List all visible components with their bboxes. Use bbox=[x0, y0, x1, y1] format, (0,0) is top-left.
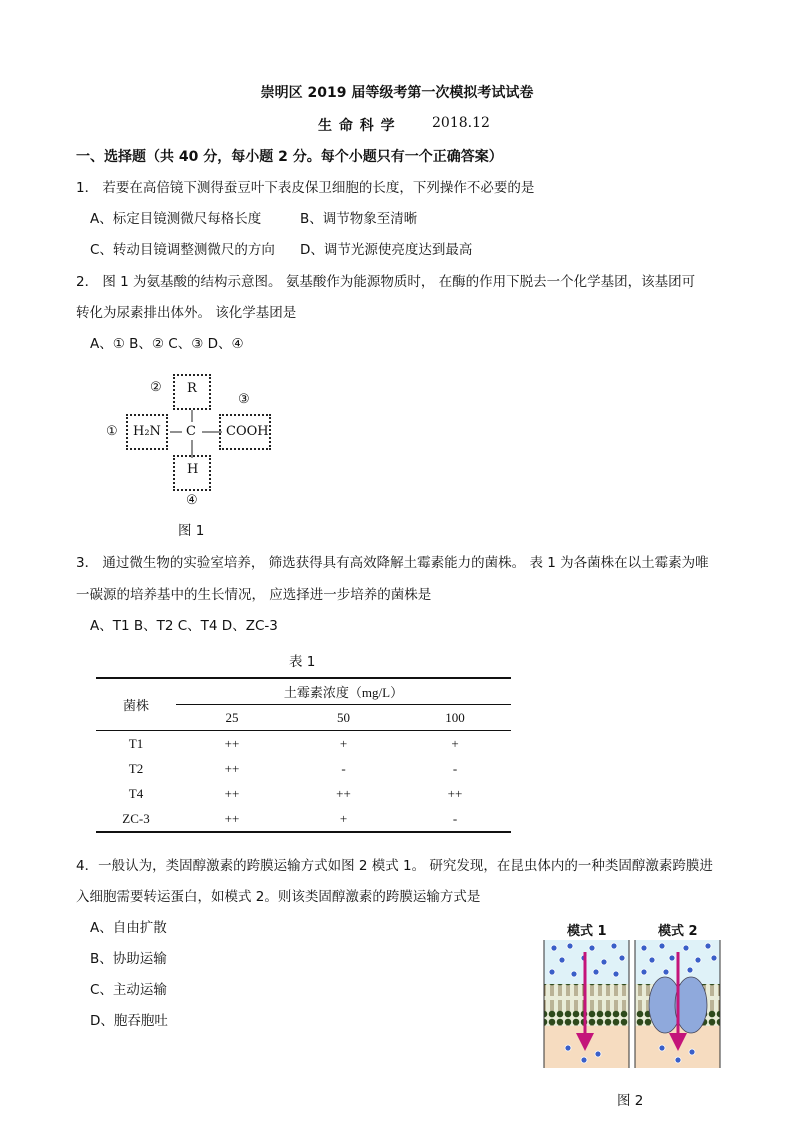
growth-cell: - bbox=[399, 806, 511, 832]
growth-cell: + bbox=[288, 806, 399, 832]
growth-cell: + bbox=[451, 735, 459, 751]
q4-option-c: C、主动运输 bbox=[90, 982, 167, 998]
growth-cell: ++ bbox=[224, 735, 240, 751]
mode-1-panel bbox=[544, 940, 629, 1068]
q4-option-d: D、胞吞胞吐 bbox=[90, 1013, 168, 1029]
q2-stem-line1: 2． 图 1 为氨基酸的结构示意图。 氨基酸作为能源物质时， 在酶的作用下脱去一个化学基团，该基团可 bbox=[76, 274, 696, 290]
alpha-carbon: C bbox=[186, 424, 196, 439]
strain-cell: ZC-3 bbox=[96, 806, 176, 832]
growth-cell: - bbox=[452, 760, 458, 776]
q3-stem-line2: 一碳源的培养基中的生长情况， 应选择进一步培养的菌株是 bbox=[76, 587, 432, 603]
q3-stem-line1: 3． 通过微生物的实验室培养， 筛选获得具有高效降解土霉素能力的菌株。 表 1 为各菌株在以土霉素为唯 bbox=[76, 555, 709, 571]
mode-2-label: 模式 2 bbox=[658, 924, 698, 939]
exam-title: 崇明区 2019 届等级考第一次模拟考试试卷 bbox=[260, 85, 534, 101]
hydrogen: H bbox=[187, 462, 199, 477]
exam-date: 2018.12 bbox=[432, 115, 490, 131]
mode-2-panel bbox=[635, 940, 720, 1068]
table-row bbox=[96, 731, 511, 757]
q4-stem-line1: 4．一般认为，类固醇激素的跨膜运输方式如图 2 模式 1。 研究发现，在昆虫体内的一种类固醇激素跨膜进 bbox=[76, 858, 713, 874]
growth-cell: ++ bbox=[176, 806, 288, 832]
mode-1-label: 模式 1 bbox=[567, 924, 607, 939]
concentration-header: 土霉素浓度（mg/L） bbox=[176, 678, 511, 705]
figure-2-diagram bbox=[540, 938, 722, 1070]
strain-cell: T4 bbox=[128, 785, 144, 801]
table-1-caption: 表 1 bbox=[289, 654, 316, 670]
q1-option-c: C、转动目镜调整测微尺的方向 bbox=[90, 242, 275, 258]
q4-option-a: A、自由扩散 bbox=[90, 920, 167, 936]
subject-name: 生 命 科 学 bbox=[318, 118, 396, 134]
label-3: ③ bbox=[238, 392, 250, 407]
growth-cell: ++ bbox=[224, 760, 240, 776]
figure-2-caption: 图 2 bbox=[617, 1093, 644, 1109]
growth-cell: + bbox=[339, 735, 348, 751]
table-row bbox=[96, 756, 511, 781]
amino-group: H₂N bbox=[133, 424, 161, 439]
table-1 bbox=[96, 677, 511, 833]
conc-50: 50 bbox=[288, 705, 399, 731]
q4-option-b: B、协助运输 bbox=[90, 951, 167, 967]
label-1: ① bbox=[106, 424, 118, 439]
q4-stem-line2: 入细胞需要转运蛋白，如模式 2。则该类固醇激素的跨膜运输方式是 bbox=[76, 889, 481, 905]
growth-cell: ++ bbox=[336, 785, 351, 801]
growth-cell: ++ bbox=[447, 785, 463, 801]
growth-cell: ++ bbox=[224, 785, 240, 801]
strain-cell: T2 bbox=[128, 760, 144, 776]
bond-lines bbox=[120, 370, 280, 500]
strain-header: 菌株 bbox=[96, 678, 176, 731]
q1-stem: 1． 若要在高倍镜下测得蚕豆叶下表皮保卫细胞的长度，下列操作不必要的是 bbox=[76, 180, 535, 196]
table-row bbox=[96, 781, 511, 806]
carboxyl-group: COOH bbox=[226, 424, 269, 439]
strain-cell: T1 bbox=[128, 735, 144, 751]
q2-options: A、① B、② C、③ D、④ bbox=[90, 336, 244, 352]
growth-cell: - bbox=[341, 760, 346, 776]
table-row bbox=[96, 806, 511, 832]
label-2: ② bbox=[150, 380, 162, 395]
conc-25: 25 bbox=[176, 705, 288, 731]
q3-options: A、T1 B、T2 C、T4 D、ZC-3 bbox=[90, 618, 278, 634]
conc-100: 100 bbox=[399, 705, 511, 731]
figure-1-caption: 图 1 bbox=[178, 523, 205, 539]
q1-option-a: A、标定目镜测微尺每格长度 bbox=[90, 211, 262, 227]
label-4: ④ bbox=[186, 493, 198, 508]
q1-option-d: D、调节光源使亮度达到最高 bbox=[300, 242, 473, 258]
q2-stem-line2: 转化为尿素排出体外。 该化学基团是 bbox=[76, 305, 297, 321]
r-group: R bbox=[187, 381, 197, 396]
section-heading: 一、选择题（共 40 分，每小题 2 分。每个小题只有一个正确答案） bbox=[76, 149, 503, 165]
q1-option-b: B、调节物象至清晰 bbox=[300, 211, 418, 227]
